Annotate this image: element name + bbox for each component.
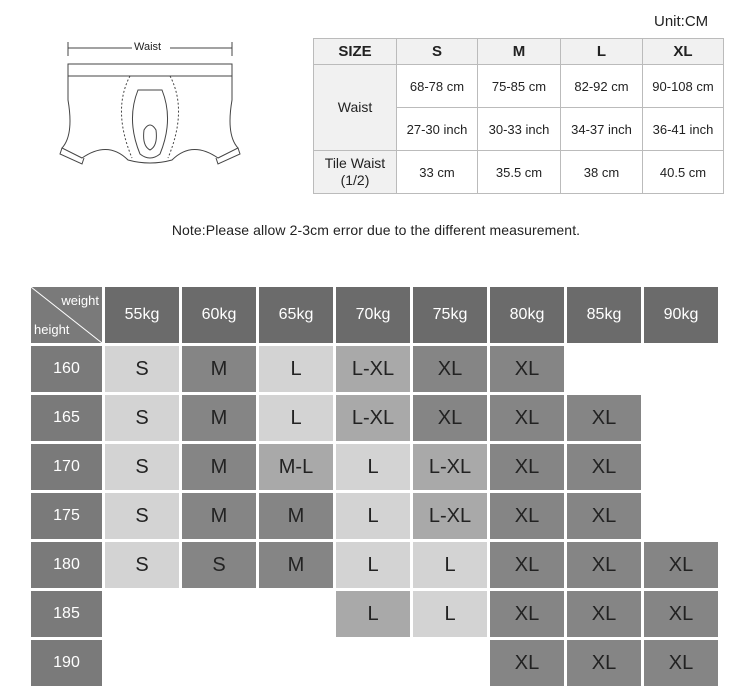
chart-row bbox=[31, 346, 718, 392]
height-axis-label: height bbox=[34, 322, 70, 337]
size-cell: S bbox=[105, 444, 179, 490]
waist-row-label: Waist bbox=[314, 65, 397, 151]
weight-header: 70kg bbox=[336, 287, 410, 343]
size-cell: XL bbox=[490, 395, 564, 441]
size-cell: S bbox=[105, 395, 179, 441]
size-header: SIZE bbox=[314, 39, 397, 65]
waist-measure-label: Waist bbox=[134, 41, 162, 53]
size-cell: XL bbox=[644, 591, 718, 637]
size-cell: XL bbox=[490, 542, 564, 588]
size-table bbox=[313, 38, 724, 194]
size-col-s: S bbox=[397, 39, 478, 65]
size-cell: L bbox=[259, 395, 333, 441]
size-cell: XL bbox=[490, 640, 564, 686]
size-cell bbox=[182, 591, 256, 637]
size-cell: L bbox=[336, 591, 410, 637]
chart-row bbox=[31, 591, 718, 637]
chart-row bbox=[31, 640, 718, 686]
chart-corner bbox=[31, 287, 102, 343]
tile-waist-l: 38 cm bbox=[561, 151, 643, 194]
weight-header: 85kg bbox=[567, 287, 641, 343]
size-cell: XL bbox=[644, 640, 718, 686]
height-weight-size-chart bbox=[28, 284, 721, 689]
size-cell: XL bbox=[567, 395, 641, 441]
size-cell: L bbox=[336, 444, 410, 490]
weight-header: 55kg bbox=[105, 287, 179, 343]
height-label: 165 bbox=[31, 395, 102, 441]
size-cell bbox=[182, 640, 256, 686]
size-cell: L bbox=[413, 591, 487, 637]
size-col-xl: XL bbox=[643, 39, 724, 65]
size-cell: XL bbox=[567, 591, 641, 637]
height-label: 190 bbox=[31, 640, 102, 686]
size-cell: L-XL bbox=[336, 395, 410, 441]
size-cell: M bbox=[182, 395, 256, 441]
height-label: 180 bbox=[31, 542, 102, 588]
size-cell: L bbox=[336, 493, 410, 539]
tile-waist-row-label bbox=[314, 151, 397, 194]
height-label: 175 bbox=[31, 493, 102, 539]
size-cell: XL bbox=[567, 493, 641, 539]
size-cell bbox=[259, 640, 333, 686]
size-cell: L bbox=[336, 542, 410, 588]
waist-inch-m: 30-33 inch bbox=[478, 108, 561, 151]
size-cell: XL bbox=[490, 591, 564, 637]
size-cell bbox=[644, 395, 718, 441]
size-cell: S bbox=[105, 493, 179, 539]
size-cell bbox=[105, 591, 179, 637]
waist-inch-s: 27-30 inch bbox=[397, 108, 478, 151]
size-cell: S bbox=[182, 542, 256, 588]
tile-waist-m: 35.5 cm bbox=[478, 151, 561, 194]
size-cell: L bbox=[413, 542, 487, 588]
size-cell bbox=[567, 346, 641, 392]
height-label: 170 bbox=[31, 444, 102, 490]
size-cell bbox=[336, 640, 410, 686]
size-col-l: L bbox=[561, 39, 643, 65]
weight-header: 60kg bbox=[182, 287, 256, 343]
size-cell: M bbox=[182, 346, 256, 392]
size-cell: L-XL bbox=[413, 493, 487, 539]
size-cell: M-L bbox=[259, 444, 333, 490]
weight-header: 65kg bbox=[259, 287, 333, 343]
waist-cm-l: 82-92 cm bbox=[561, 65, 643, 108]
size-cell: XL bbox=[413, 395, 487, 441]
size-cell: L-XL bbox=[336, 346, 410, 392]
size-cell: XL bbox=[567, 640, 641, 686]
size-cell: L-XL bbox=[413, 444, 487, 490]
size-cell: XL bbox=[413, 346, 487, 392]
height-label: 160 bbox=[31, 346, 102, 392]
waist-cm-m: 75-85 cm bbox=[478, 65, 561, 108]
chart-row bbox=[31, 444, 718, 490]
weight-header: 80kg bbox=[490, 287, 564, 343]
size-cell: S bbox=[105, 346, 179, 392]
size-col-m: M bbox=[478, 39, 561, 65]
weight-axis-label: weight bbox=[61, 293, 99, 308]
briefs-diagram bbox=[40, 30, 280, 190]
size-cell: M bbox=[182, 444, 256, 490]
size-cell: M bbox=[259, 542, 333, 588]
size-cell bbox=[413, 640, 487, 686]
waist-inch-xl: 36-41 inch bbox=[643, 108, 724, 151]
unit-label: Unit:CM bbox=[654, 13, 709, 30]
waist-cm-xl: 90-108 cm bbox=[643, 65, 724, 108]
chart-row bbox=[31, 493, 718, 539]
size-cell bbox=[644, 346, 718, 392]
tile-waist-label-line2: (1/2) bbox=[340, 172, 370, 188]
waist-cm-s: 68-78 cm bbox=[397, 65, 478, 108]
size-cell: XL bbox=[490, 346, 564, 392]
size-cell: XL bbox=[644, 542, 718, 588]
tile-waist-s: 33 cm bbox=[397, 151, 478, 194]
size-cell bbox=[105, 640, 179, 686]
size-cell: XL bbox=[490, 444, 564, 490]
size-cell: XL bbox=[567, 444, 641, 490]
tile-waist-label-line1: Tile Waist bbox=[324, 155, 386, 171]
waist-inch-l: 34-37 inch bbox=[561, 108, 643, 151]
size-cell: S bbox=[105, 542, 179, 588]
weight-header: 75kg bbox=[413, 287, 487, 343]
weight-header: 90kg bbox=[644, 287, 718, 343]
size-cell bbox=[644, 493, 718, 539]
chart-row bbox=[31, 395, 718, 441]
size-cell bbox=[644, 444, 718, 490]
size-cell: XL bbox=[490, 493, 564, 539]
size-cell: XL bbox=[567, 542, 641, 588]
briefs-illustration bbox=[40, 30, 280, 190]
size-cell: L bbox=[259, 346, 333, 392]
height-label: 185 bbox=[31, 591, 102, 637]
size-cell bbox=[259, 591, 333, 637]
tile-waist-xl: 40.5 cm bbox=[643, 151, 724, 194]
size-cell: M bbox=[259, 493, 333, 539]
measurement-note: Note:Please allow 2-3cm error due to the different measurement. bbox=[171, 222, 581, 238]
chart-row bbox=[31, 542, 718, 588]
size-cell: M bbox=[182, 493, 256, 539]
